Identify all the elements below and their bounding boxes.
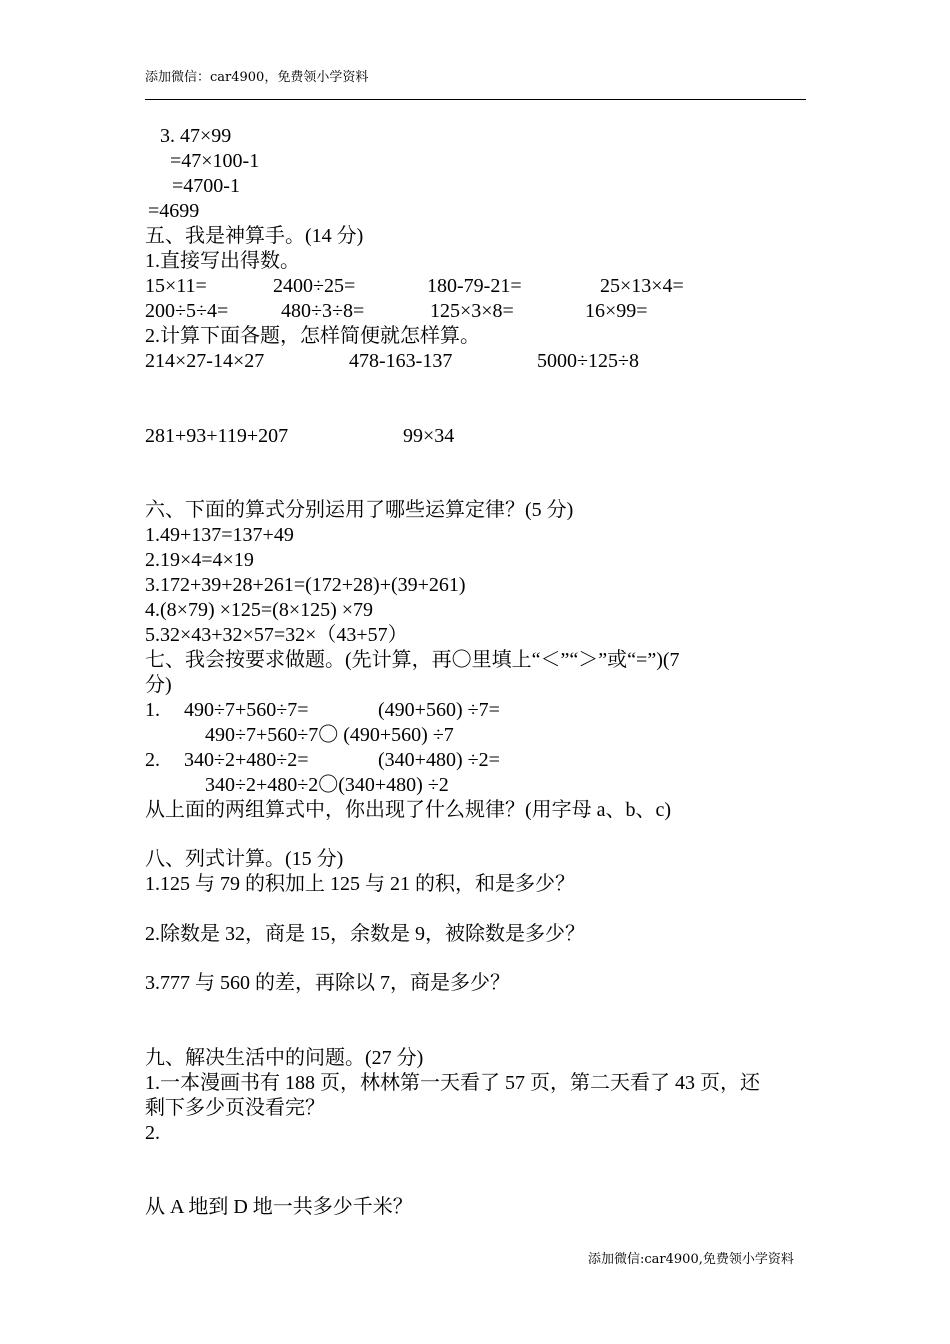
life-problem: 1.一本漫画书有 188 页，林林第一天看了 57 页，第二天看了 43 页，还 bbox=[145, 1072, 760, 1094]
rule-question: 从上面的两组算式中，你出现了什么规律？(用字母 a、b、c) bbox=[145, 799, 672, 821]
law-item: 2.19×4=4×19 bbox=[145, 549, 254, 571]
word-problem: 2.除数是 32，商是 15，余数是 9，被除数是多少？ bbox=[145, 923, 585, 945]
oral-calc-item: 15×11= bbox=[145, 275, 207, 297]
q-number: 2. bbox=[145, 1122, 160, 1144]
compare-expr: 340÷2+480÷2= bbox=[184, 749, 309, 771]
life-problem-cont: 剩下多少页没看完？ bbox=[145, 1097, 325, 1119]
section-5-q2-title: 2.计算下面各题，怎样简便就怎样算。 bbox=[145, 325, 480, 347]
footer-note: 添加微信:car4900,免费领小学资料 bbox=[588, 1252, 794, 1267]
compare-expr: 490÷7+560÷7= bbox=[184, 699, 309, 721]
header-rule bbox=[145, 99, 806, 100]
calc-item: 281+93+119+207 bbox=[145, 425, 289, 447]
word-problem: 1.125 与 79 的积加上 125 与 21 的积，和是多少？ bbox=[145, 873, 575, 895]
section-7-title-cont: 分) bbox=[145, 674, 172, 696]
prev-answer-line: =4699 bbox=[148, 200, 200, 222]
law-item: 1.49+137=137+49 bbox=[145, 524, 294, 546]
oral-calc-item: 200÷5÷4= bbox=[145, 300, 229, 322]
compare-line: 490÷7+560÷7〇 (490+560) ÷7 bbox=[205, 724, 454, 746]
law-item: 3.172+39+28+261=(172+28)+(39+261) bbox=[145, 574, 466, 596]
oral-calc-item: 180-79-21= bbox=[427, 275, 522, 297]
section-5-title: 五、我是神算手。(14 分) bbox=[145, 225, 364, 247]
compare-expr: (490+560) ÷7= bbox=[378, 699, 500, 721]
section-8-title: 八、列式计算。(15 分) bbox=[145, 848, 344, 870]
word-problem: 3.777 与 560 的差，再除以 7，商是多少？ bbox=[145, 972, 510, 994]
compare-line: 340÷2+480÷2〇(340+480) ÷2 bbox=[205, 774, 449, 796]
calc-item: 5000÷125÷8 bbox=[537, 350, 639, 372]
section-7-title: 七、我会按要求做题。(先计算，再〇里填上“＜”“＞”或“=”)(7 bbox=[145, 649, 680, 671]
section-9-title: 九、解决生活中的问题。(27 分) bbox=[145, 1047, 424, 1069]
section-6-title: 六、下面的算式分别运用了哪些运算定律？(5 分) bbox=[145, 499, 574, 521]
header-note: 添加微信：car4900，免费领小学资料 bbox=[145, 70, 369, 85]
law-item: 4.(8×79) ×125=(8×125) ×79 bbox=[145, 599, 374, 621]
section-5-q1-title: 1.直接写出得数。 bbox=[145, 250, 300, 272]
calc-item: 99×34 bbox=[403, 425, 455, 447]
q-number: 2. bbox=[145, 749, 160, 771]
oral-calc-item: 480÷3÷8= bbox=[281, 300, 365, 322]
oral-calc-item: 2400÷25= bbox=[273, 275, 356, 297]
compare-expr: (340+480) ÷2= bbox=[378, 749, 500, 771]
oral-calc-item: 125×3×8= bbox=[430, 300, 514, 322]
life-problem: 从 A 地到 D 地一共多少千米？ bbox=[145, 1196, 413, 1218]
calc-item: 478-163-137 bbox=[349, 350, 453, 372]
law-item: 5.32×43+32×57=32×（43+57） bbox=[145, 624, 408, 646]
q-number: 1. bbox=[145, 699, 160, 721]
prev-answer-line: =47×100-1 bbox=[170, 150, 260, 172]
oral-calc-item: 16×99= bbox=[585, 300, 648, 322]
oral-calc-item: 25×13×4= bbox=[600, 275, 684, 297]
calc-item: 214×27-14×27 bbox=[145, 350, 265, 372]
prev-answer-line: =4700-1 bbox=[172, 175, 240, 197]
prev-answer-line: 3. 47×99 bbox=[160, 125, 232, 147]
